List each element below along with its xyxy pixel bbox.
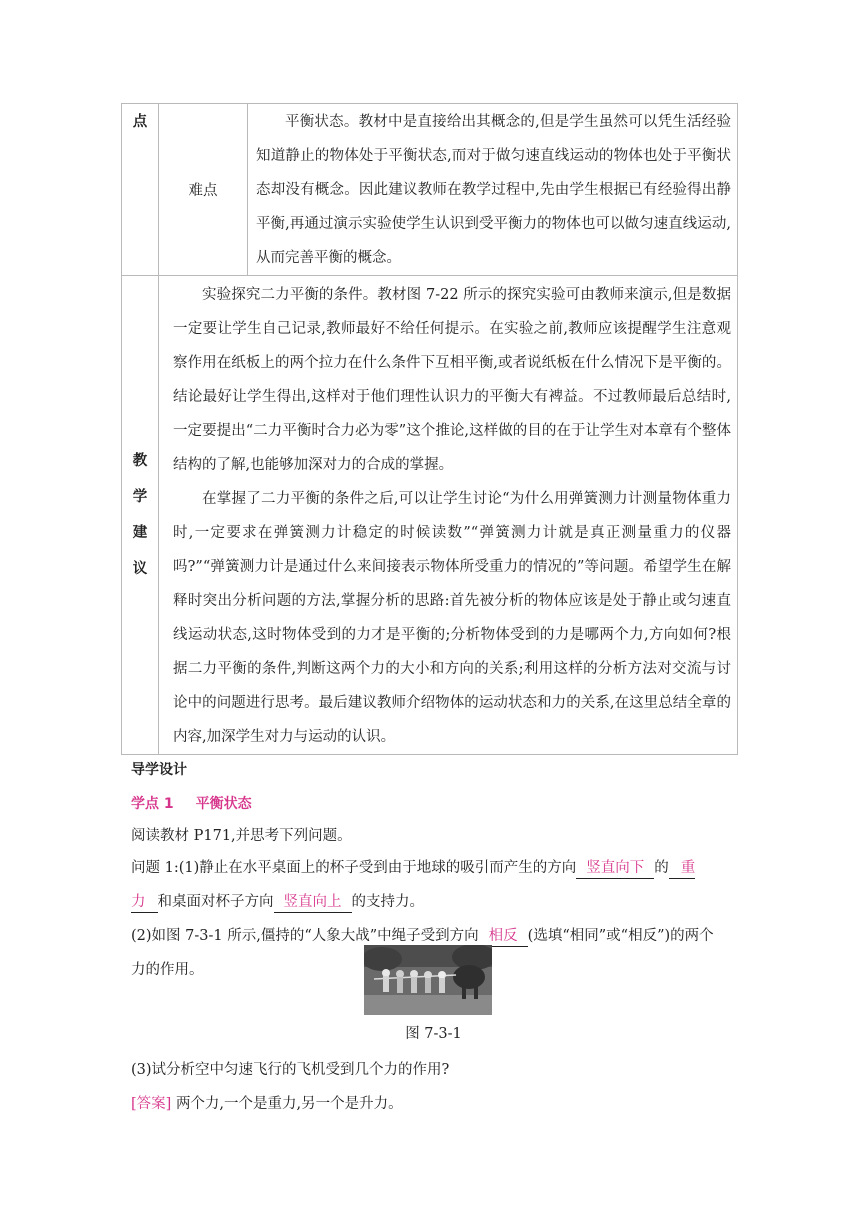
reading-instruction: 阅读教材 P171,并思考下列问题。 — [131, 828, 352, 844]
section-title: 导学设计 — [131, 762, 187, 778]
row-category-cell — [122, 104, 159, 276]
difficulty-cell — [159, 104, 248, 276]
answer-blank: 竖直向上 — [274, 892, 352, 913]
learning-point-heading — [131, 787, 736, 821]
answer-blank: 相反 — [479, 926, 528, 947]
question-text: (2)如图 7-3-1 所示,僵持的“人象大战”中绳子受到方向 — [131, 928, 479, 944]
label-char: 建 — [132, 524, 148, 541]
question-1-line-2 — [131, 885, 736, 919]
suggestion-paragraph-2: 在掌握了二力平衡的条件之后,可以让学生讨论“为什么用弹簧测力计测量物体重力时,一定要求在弹簧测力计稳定的时候读数”“弹簧测力计就是真正测量重力的仪器吗?”“弹簧测力计是通过什么来间接表示物体所受重力的情况的”等问题。希望学生在解释时突出分析问题的方法,掌握分析的思路:首先被分析的物体应该是处于静止或匀速直线运动状态,这时物体受到的力才是平衡的;分析物体受到的力是哪两个力,方向如何?根据二力平衡的条件,判断这两个力的大小和方向的关系;利用这样的分析方法对交流与讨论中的问题进行思考。最后建议教师介绍物体的运动状态和力的关系,在这里总结全章的内容,加深学生对力与运动的认识。 — [173, 491, 731, 745]
difficulty-label: 难点 — [188, 183, 218, 199]
table-row — [122, 104, 738, 276]
question-3: (3)试分析空中匀速飞行的飞机受到几个力的作用? — [131, 1062, 450, 1078]
question-1 — [131, 851, 736, 919]
answer-blank: 力 — [131, 892, 158, 913]
teaching-suggestion-label — [122, 276, 158, 754]
answer-blank: 重 — [669, 858, 696, 879]
answer-line — [131, 1087, 736, 1121]
category-label: 点 — [132, 113, 148, 130]
figure-caption: 图 7-3-1 — [405, 1026, 462, 1042]
teaching-suggestion-content-cell — [159, 276, 738, 755]
question-text: 问题 1:(1)静止在水平桌面上的杯子受到由于地球的吸引而产生的方向 — [131, 860, 577, 876]
question-text: 的 — [654, 860, 669, 876]
difficulty-text: 平衡状态。教材中是直接给出其概念的,但是学生虽然可以凭生活经验知道静止的物体处于平衡状态,而对于做匀速直线运动的物体也处于平衡状态却没有概念。因此建议教师在教学过程中,先由学生根据已有经验得出静平衡,再通过演示实验使学生认识到受平衡力的物体也可以做匀速直线运动,从而完善平衡的概念。 — [256, 114, 731, 266]
question-text: 的支持力。 — [351, 894, 424, 910]
learning-point-label: 学点 1 — [131, 796, 174, 812]
question-text: (选填“相同”或“相反”)的两个 — [527, 928, 714, 944]
question-2-line-2: 力的作用。 — [131, 962, 204, 978]
question-text: 和桌面对杯子方向 — [157, 894, 274, 910]
answer-tag: [答案] — [131, 1096, 172, 1112]
table-row — [122, 276, 738, 755]
label-char: 教 — [132, 452, 148, 469]
learning-point-title: 平衡状态 — [195, 796, 252, 812]
content-table — [121, 103, 738, 755]
figure-photo — [364, 945, 492, 1015]
difficulty-content-cell — [248, 104, 738, 276]
question-1-line-1 — [131, 851, 736, 885]
label-char: 学 — [132, 488, 148, 505]
answer-text: 两个力,一个是重力,另一个是升力。 — [175, 1096, 403, 1112]
answer-blank: 竖直向下 — [576, 858, 654, 879]
suggestion-paragraph-1: 实验探究二力平衡的条件。教材图 7-22 所示的探究实验可由教师来演示,但是数据一定要让学生自己记录,教师最好不给任何提示。在实验之前,教师应该提醒学生注意观察作用在纸板上的两个拉力在什么条件下互相平衡,或者说纸板在什么情况下是平衡的。结论最好让学生得出,这样对于他们理性认识力的平衡大有裨益。不过教师最后总结时,一定要提出“二力平衡时合力必为零”这个推论,这样做的目的在于让学生对本章有个整体结构的了解,也能够加深对力的合成的掌握。 — [173, 287, 731, 473]
label-char: 议 — [132, 560, 148, 577]
teaching-suggestion-label-cell — [122, 276, 159, 755]
